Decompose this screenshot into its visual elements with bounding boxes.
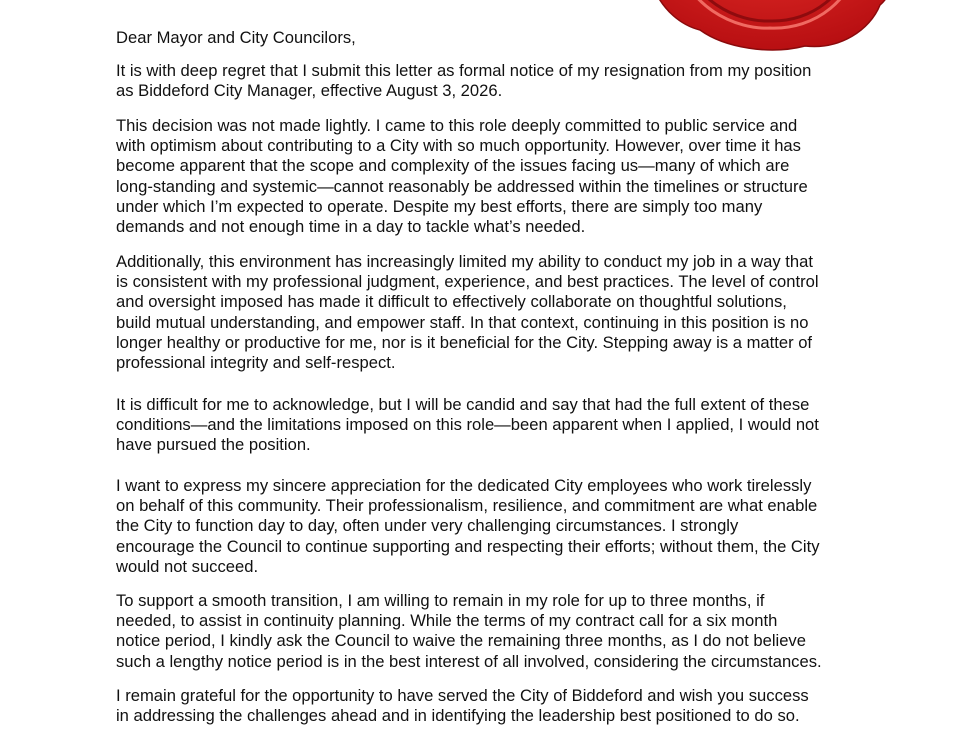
text-line: with optimism about contributing to a City with so much opportunity. However, over time it has (116, 136, 801, 156)
paragraph-candid (116, 395, 819, 456)
text-line: conditions—and the limitations imposed on this role—been apparent when I applied, I would not (116, 415, 819, 435)
paragraph-closing (116, 686, 809, 726)
text-line: and oversight imposed has made it difficult to effectively collaborate on thoughtful solutions, (116, 292, 787, 312)
text-line: This decision was not made lightly. I came to this role deeply committed to public service and (116, 116, 798, 135)
text-line: notice period, I kindly ask the Council to waive the remaining three months, as I do not believe (116, 631, 806, 651)
text-line: long-standing and systemic—cannot reasonably be addressed within the timelines or structure (116, 176, 808, 196)
paragraph-appreciation (116, 476, 820, 577)
paragraph-decision (116, 116, 808, 237)
text-line: encourage the Council to continue supporting and respecting their efforts; without them, the City (116, 536, 820, 556)
text-line: such a lengthy notice period is in the best interest of all involved, considering the circumstances. (116, 651, 822, 671)
text-line: To support a smooth transition, I am willing to remain in my role for up to three months, if (116, 591, 765, 610)
text-line: It is with deep regret that I submit this letter as formal notice of my resignation from my position (116, 61, 812, 80)
paragraph-resignation-notice (116, 61, 811, 101)
text-line: Additionally, this environment has increasingly limited my ability to conduct my job in a way that (116, 252, 813, 271)
text-line: become apparent that the scope and complexity of the issues facing us—many of which are (116, 156, 790, 176)
paragraph-environment (116, 252, 819, 373)
text-line: needed, to assist in continuity planning. While the terms of my contract call for a six month (116, 611, 778, 631)
text-line: is consistent with my professional judgment, experience, and best practices. The level of control (116, 272, 819, 292)
text-line: the City to function day to day, often under very challenging circumstances. I strongly (116, 516, 739, 536)
text-line: professional integrity and self-respect. (116, 353, 396, 373)
text-line: under which I’m expected to operate. Despite my best efforts, there are simply too many (116, 196, 763, 216)
wax-seal-icon (630, 0, 900, 55)
text-line: I want to express my sincere appreciation for the dedicated City employees who work tirelessly (116, 476, 812, 495)
paragraph-transition (116, 591, 822, 672)
text-line: would not succeed. (116, 556, 259, 576)
text-line: It is difficult for me to acknowledge, but I will be candid and say that had the full extent of these (116, 395, 810, 414)
text-line: as Biddeford City Manager, effective August 3, 2026. (116, 81, 503, 101)
text-line: I remain grateful for the opportunity to have served the City of Biddeford and wish you success (116, 686, 809, 705)
text-line: have pursued the position. (116, 435, 311, 455)
salutation: Dear Mayor and City Councilors, (116, 28, 356, 47)
text-line: demands and not enough time in a day to tackle what’s needed. (116, 217, 586, 237)
text-line: in addressing the challenges ahead and in identifying the leadership best positioned to do so. (116, 706, 800, 726)
text-line: on behalf of this community. Their professionalism, resilience, and commitment are what enable (116, 496, 818, 516)
text-line: build mutual understanding, and empower staff. In that context, continuing in this position is no (116, 312, 809, 332)
text-line: longer healthy or productive for me, nor is it beneficial for the City. Stepping away is a matter of (116, 332, 813, 352)
